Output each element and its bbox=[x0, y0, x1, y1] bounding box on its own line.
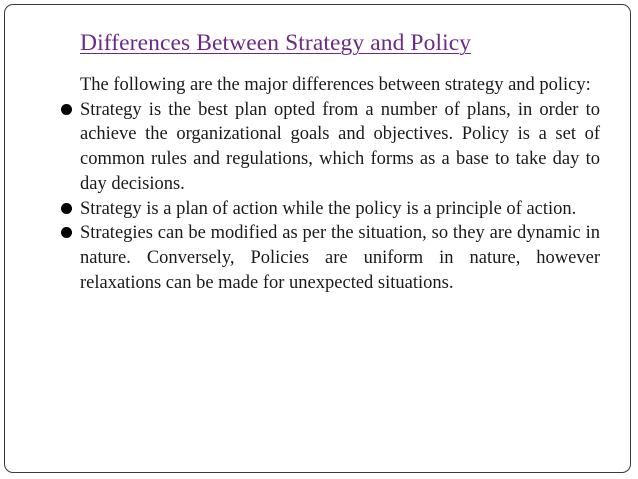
bullet-text: Strategy is the best plan opted from a number of plans, in order to achieve the organizational goals and objectives. Policy is a set of common rules and regulations, which forms as a base to take day to day decisions. bbox=[80, 99, 600, 194]
slide-content bbox=[80, 73, 600, 295]
bullet-icon bbox=[61, 203, 72, 214]
bullet-item-1 bbox=[80, 98, 600, 197]
intro-paragraph: The following are the major differences between strategy and policy: bbox=[80, 75, 591, 95]
bullet-text: Strategies can be modified as per the situation, so they are dynamic in nature. Conversely, Policies are uniform in nature, however relaxations can be made for unexpected situations. bbox=[80, 223, 600, 293]
bullet-text: Strategy is a plan of action while the policy is a principle of action. bbox=[80, 198, 577, 219]
bullet-icon bbox=[61, 104, 72, 115]
bullet-item-3 bbox=[80, 221, 600, 295]
slide-title: Differences Between Strategy and Policy bbox=[80, 30, 472, 56]
bullet-item-2 bbox=[80, 197, 600, 222]
